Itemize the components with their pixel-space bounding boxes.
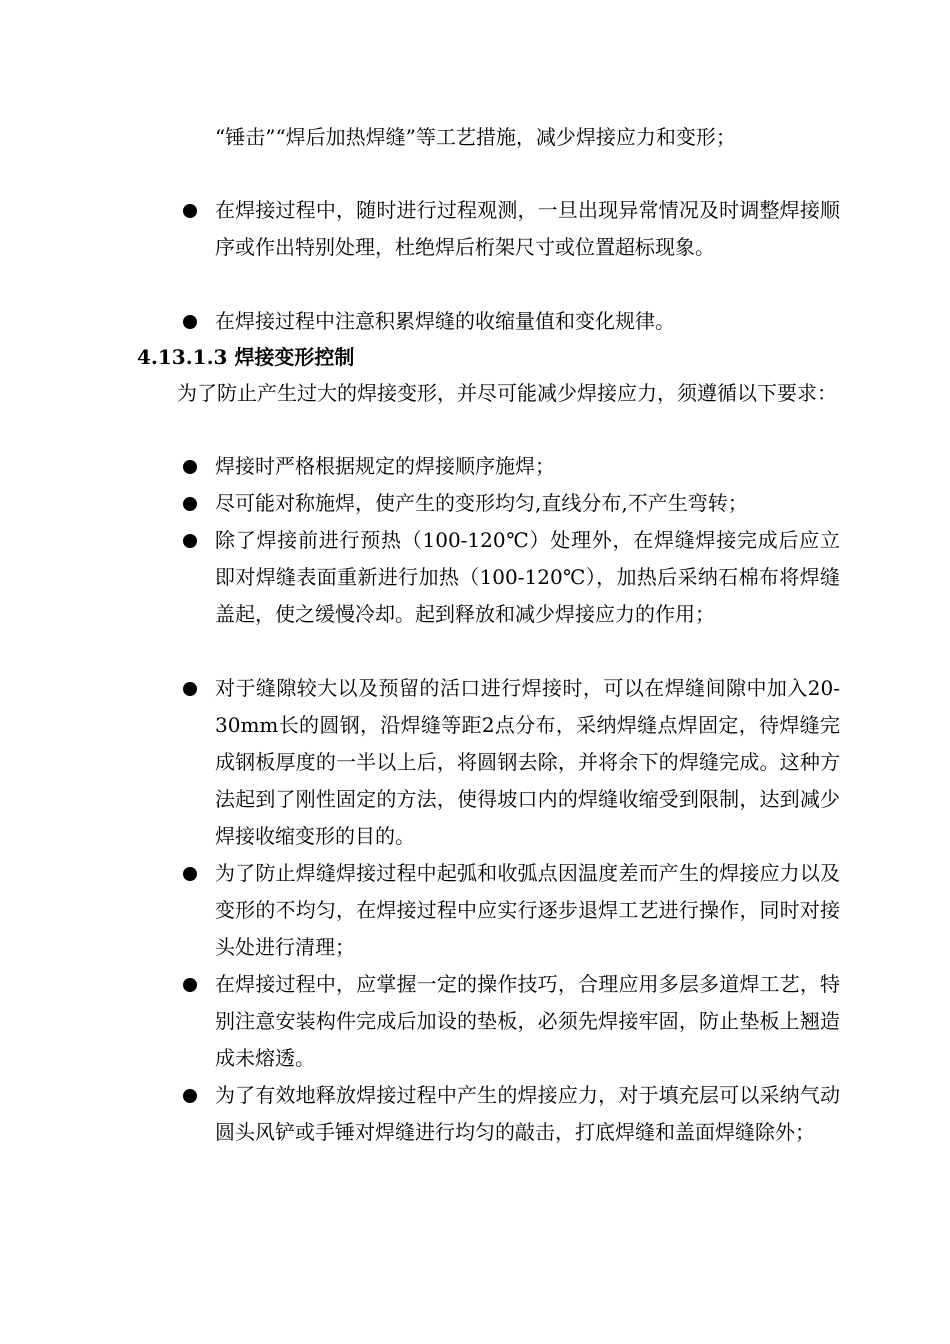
- section-title: 焊接变形控制: [234, 345, 355, 369]
- bullet-dot-icon: [183, 204, 197, 218]
- section-number: 4.13.1.3: [137, 345, 228, 369]
- list-item: 焊接时严格根据规定的焊接顺序施焊；: [215, 454, 555, 478]
- list-item: 在焊接过程中，应掌握一定的操作技巧，合理应用多层多道焊工艺，特别注意安装构件完成后加设的垫板，必须先焊接牢固，防止垫板上翘造成未熔透。: [215, 972, 840, 1070]
- bullet-dot-icon: [183, 534, 197, 548]
- list-item: 在焊接过程中注意积累焊缝的收缩量值和变化规律。: [215, 309, 675, 333]
- list-item: 为了有效地释放焊接过程中产生的焊接应力，对于填充层可以采纳气动圆头风铲或手锤对焊缝进行均匀的敲击，打底焊缝和盖面焊缝除外；: [215, 1083, 840, 1144]
- list-item: 为了防止焊缝焊接过程中起弧和收弧点因温度差而产生的焊接应力以及变形的不均匀，在焊接过程中应实行逐步退焊工艺进行操作，同时对接头处进行清理；: [215, 861, 840, 959]
- list-item: 对于缝隙较大以及预留的活口进行焊接时，可以在焊缝间隙中加入20-30mm长的圆钢，沿焊缝等距2点分布，采纳焊缝点焊固定，待焊缝完成钢板厚度的一半以上后，将圆钢去除，并将余下的焊缝完成。这种方法起到了刚性固定的方法，使得坡口内的焊缝收缩受到限制，达到减少焊接收缩变形的目的。: [215, 676, 840, 848]
- bullet-dot-icon: [183, 315, 197, 329]
- bullet-dot-icon: [183, 682, 197, 696]
- bullet-dot-icon: [183, 867, 197, 881]
- bullet-dot-icon: [183, 460, 197, 474]
- list-item: 尽可能对称施焊，使产生的变形均匀,直线分布,不产生弯转；: [215, 491, 748, 515]
- bullet-dot-icon: [183, 1089, 197, 1103]
- intro-paragraph: 为了防止产生过大的焊接变形，并尽可能减少焊接应力，须遵循以下要求：: [177, 381, 837, 405]
- list-item: 除了焊接前进行预热（100-120℃）处理外，在焊缝焊接完成后应立即对焊缝表面重新进行加热（100-120℃），加热后采纳石棉布将焊缝盖起，使之缓慢冷却。起到释放和减少焊接应力的作用；: [215, 528, 840, 626]
- list-item: 在焊接过程中，随时进行过程观测，一旦出现异常情况及时调整焊接顺序或作出特别处理，杜绝焊后桁架尺寸或位置超标现象。: [215, 198, 840, 259]
- continuation-line: “锤击”“焊后加热焊缝”等工艺措施，减少焊接应力和变形；: [215, 125, 736, 149]
- bullet-dot-icon: [183, 497, 197, 511]
- bullet-dot-icon: [183, 978, 197, 992]
- section-heading: [137, 343, 354, 371]
